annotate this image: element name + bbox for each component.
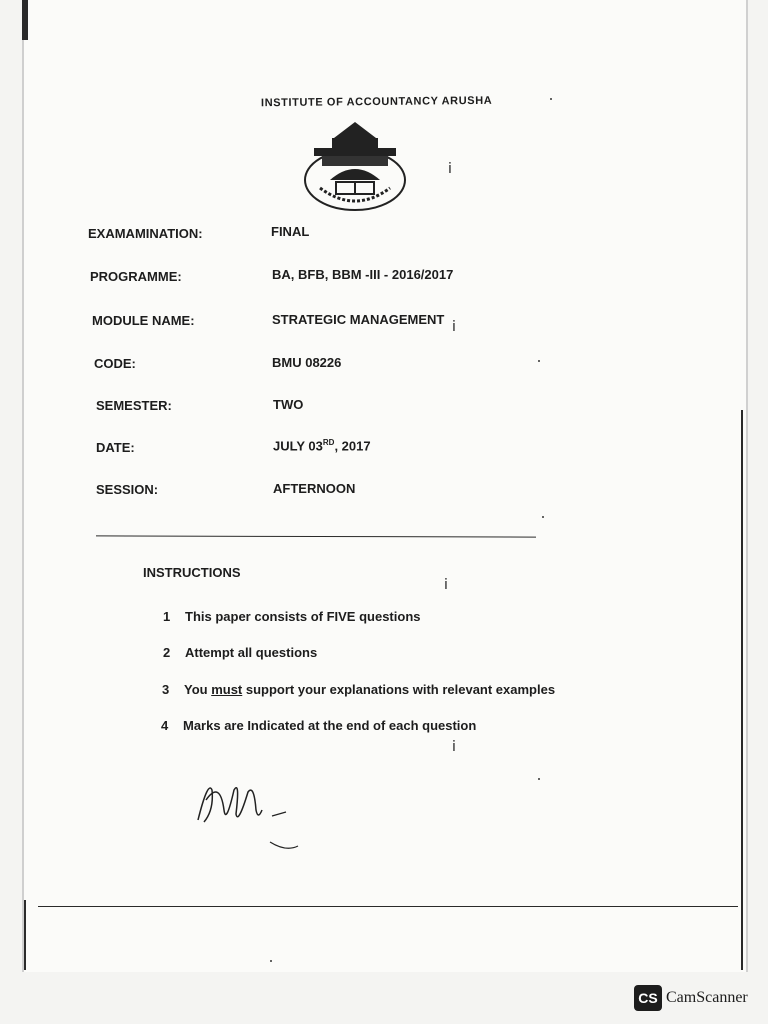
check-mark-icon: ⅰ	[444, 576, 448, 592]
instructions-title: INSTRUCTIONS	[143, 565, 241, 580]
institute-name: INSTITUTE OF ACCOUNTANCY ARUSHA	[260, 94, 493, 110]
check-mark-icon: ⅰ	[452, 318, 456, 334]
camscanner-logo-icon: CS	[634, 985, 662, 1011]
label-examination: EXAMAMINATION:	[88, 226, 203, 241]
camscanner-watermark	[634, 985, 748, 1011]
scan-speck	[270, 960, 272, 962]
check-mark-icon: ⅰ	[448, 160, 452, 176]
instruction-item: 2 Attempt all questions	[163, 645, 318, 660]
value-programme: BA, BFB, BBM -III - 2016/2017	[272, 267, 454, 282]
value-code: BMU 08226	[272, 355, 342, 370]
instruction-item: 4 Marks are Indicated at the end of each question	[161, 718, 477, 733]
scan-speck	[538, 778, 540, 780]
label-session: SESSION:	[96, 482, 159, 497]
label-module-name: MODULE NAME:	[92, 313, 195, 328]
value-module-name: STRATEGIC MANAGEMENT	[272, 312, 445, 327]
scan-edge-left	[24, 900, 26, 970]
label-programme: PROGRAMME:	[90, 269, 182, 284]
check-mark-icon: ⅰ	[452, 738, 456, 754]
institute-logo	[296, 118, 414, 218]
value-semester: TWO	[273, 397, 304, 412]
value-date: JULY 03RD, 2017	[273, 438, 371, 454]
scan-speck	[542, 516, 544, 518]
label-code: CODE:	[94, 356, 136, 371]
scan-speck	[550, 98, 552, 100]
scan-speck	[538, 360, 540, 362]
instruction-item: 1 This paper consists of FIVE questions	[163, 609, 421, 624]
instruction-item: 3 You must support your explanations with relevant examples	[162, 682, 556, 697]
label-semester: SEMESTER:	[96, 398, 172, 413]
scan-edge-mark	[22, 0, 28, 40]
value-session: AFTERNOON	[273, 481, 356, 496]
value-examination: FINAL	[271, 224, 310, 239]
label-date: DATE:	[96, 440, 135, 455]
camscanner-label: CamScanner	[666, 989, 748, 1006]
signature	[190, 770, 310, 860]
scan-edge-right	[741, 410, 743, 970]
bottom-rule	[38, 906, 738, 907]
